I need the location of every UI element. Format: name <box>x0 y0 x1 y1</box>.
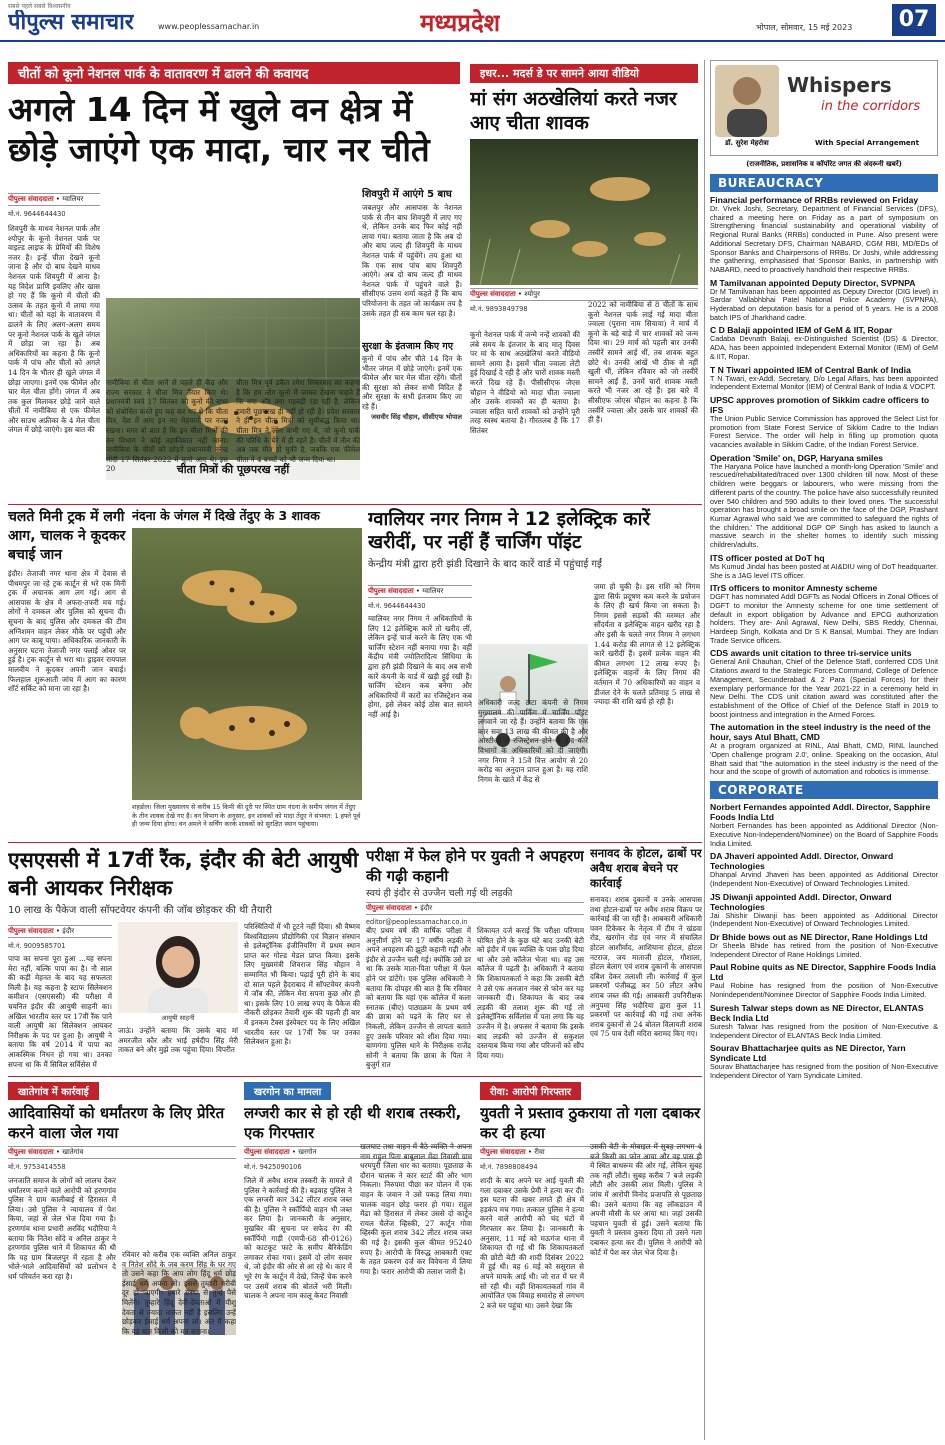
bottom-2-col1: जिले में अवैध शराब तस्करी के मामले में पुलिस ने कार्रवाई की है। बड़वाह पुलिस ने एक लग्जरी कार 342 लीटर शराब जब्त की है। पुलिस ने स्कॉर्पियो वाहन भी जब्त कर लिया है। जानकारी के अनुसार, मुखबिर की सूचना पर सफेद रंग की स्कॉर्पियो गाड़ी (एमपी-68 सी-0126) को काटकूट फाटे के समीप बैरिकेडिंग लगाकर रोका गया। इसमें दो लोग सवार थे, जो इंदौर की ओर से आ रहे थे। कार में भूरे रंग के कार्टून में देखे, जिन्हें चेक करने पर उसमें शराब की बोतलें भरी मिलीं। चालक ने अपना नाम कालू केवट निवासी <box>244 1176 352 1301</box>
bottom-3-byline: पीपुल्स संवाददाता • रीवा <box>480 1146 702 1159</box>
column-item-text: Dhanpal Arvind Jhaveri has been appointed as Additional Director (Independent Non-Executive) of Onward Technologies Limited. <box>710 870 938 888</box>
whispers-column <box>710 60 938 1440</box>
column-divider <box>704 60 705 1440</box>
kidnap-byline: पीपुल्स संवाददाता • इंदौर <box>366 902 584 915</box>
ev-story <box>368 508 700 838</box>
bottom-1-kicker: खातेगांव में कार्रवाई <box>8 1082 99 1100</box>
whispers-body <box>710 174 938 1440</box>
bottom-1-col2: रविवार को करीब एक व्यक्ति अनिल ठाकुर व नितेश सोंदे के जब करण सिंह के घर गए तो उसने कहा कि आप लोग हिंदू धर्म छोड़ ईसाई धर्म अपना लो। इससे तुम्हारी गरीबी दूर हो जाएगी। हमारे संस्था से तुम्हें पैसे मिलेंगे। तुम्हारे हिंदू देवी-देवताओं में यीशु देवता से ज्यादा ताकत नहीं है इसलिए उन्हें छोड़कर ईसाई धर्म अपना लो। अंत में कहा कि यह बात किसी को मत बताना। <box>122 1250 236 1336</box>
website: www.peoplessamachar.in <box>158 22 260 31</box>
column-item-headline: T N Tiwari appointed IEM of Central Bank of India <box>710 364 911 375</box>
kidnap-story <box>366 846 584 1072</box>
bottom-2-kicker: खरगोन का मामला <box>244 1082 331 1100</box>
ssc-phone: मो.नं. 9009585701 <box>8 942 66 950</box>
bottom-1-byline: पीपुल्स संवाददाता • खातेगांव <box>8 1146 236 1159</box>
column-item-headline: Sourav Bhattacharjee quits as NE Director, Yarn Syndicate Ltd <box>710 1043 906 1064</box>
column-item-headline: M Tamilvanan appointed Deputy Director, SVPNPA <box>710 277 916 288</box>
lead-headline-1: अगले 14 दिन में खुले वन क्षेत्र में <box>8 90 413 129</box>
column-item-headline: Suresh Talwar steps down as NE Director, ELANTAS Beck India Ltd <box>710 1002 924 1023</box>
hotel-text: सनावद। शराब दुकानों व उनके आसपास तथा होटल-ढाबों पर अवैध शराब विक्रय पर कार्रवाई की जा रही है। आबकारी अधिकारी पवन टिकेकर के नेतृत्व में टीम ने खंडवा रोड, खरगोन रोड एवं नगर में संचालित होटल आशीर्वाद, आशियाना होटल, होटल नटराज, जय माताजी होटल, गौशाला, होटल बेलाग एवं शराब दुकानों के आसपास दबिश देकर तलाशी ली। कार्रवाई में कुल प्रकरणों पंजीबद्ध कर 50 लीटर अवैध शराब जब्त की गई। आबकारी उपनिरीक्षक अनुपमा सिंह भदौरिया द्वारा कुल 11 प्रकरणों पर कार्रवाई की गई तथा अनेक शराब दुकानों से 24 बोतल विलायती शराब एवं 75 पाव देशी मदिरा बरामद किए गए। <box>590 895 702 1039</box>
ssc-photo <box>118 922 238 1022</box>
lead-byline: पीपुल्स संवाददाता • ग्वालियर <box>8 193 100 206</box>
column-item-text: Suresh Talwar has resigned from the position of Non-Executive & Independent Director of ELANTAS Beck India Limited. <box>710 1021 938 1040</box>
ev-subhead: केन्द्रीय मंत्री द्वारा हरी झंडी दिखाने के बाद कारें वार्ड में पहुंचाई गईं <box>368 559 602 570</box>
cub-col1: कूनो नेशनल पार्क में जन्मे नन्हें शावकों की लंबे समय के इंतजार के बाद मातृ दिवस पर मां के साथ अठखेलियां करते वीडियो सामने आया है। इसमें चीता ज्वाला लेटी हुई दिखाई दे रही है और चारों शावक मस्ती करते दिख रहे हैं। पीसीसीएफ जेएस चौहान ने वीडियो को मादा चीता ज्वाला और उसके शावकों का ही बताया है। ज्वाला सहित चारों शावकों को उन्होंने पूरी तरह स्वस्थ बताया है। गौरतलब है कि 17 सितंबर <box>470 330 580 435</box>
lead-col2: नामीबिया से चीता आने से पहले ही केंद्र और राज्य सरकार ने चीता मित्र तैयार किए थे। प्रधानमंत्री स्वयं 17 सितंबर को कूनो की सभा को संबोधित करते हुए कह कर गए थे कि चीता मित्र, देश में आए इन नए मेहमानों पर नजर रखना। मगर वो बात है कि इन चीता मित्रों की वन विभाग ने कोई तहकीकात नहीं जाना। नामीबिया के चीतों को छोड़ने प्रधानमंत्री नरेन्द्र मोदी 17 सितंबर 2022 में कूनो आए थे। इस 20 <box>106 378 228 474</box>
dateline: भोपाल, सोमवार, 15 मई 2023 <box>756 23 853 32</box>
corridors-label: in the corridors <box>821 99 921 114</box>
leopard-story <box>132 508 362 838</box>
bottom-story-3 <box>480 1080 702 1440</box>
column-item-text: Paul Robine has resigned from the position of Non-Executive Nonindependent/Nominee Director of Sapphire Foods India Limited. <box>710 981 938 1000</box>
ssc-col3: जाऊं। उन्होंने बताया कि उसके बाद मां अमरजीत कौर और भाई हर्षदीप सिंह मेरी ताकत बने और मुझे तक पहुंचा दिया। विपरीत <box>118 1026 238 1055</box>
author-name: डॉ. सुरेश मेहरोत्रा <box>725 139 769 147</box>
truck-text: इंदौर। तेजाजी नगर थाना क्षेत्र में देवास से पीथमपुर जा रहे ट्रक कार्टून से भरे एक मिनी ट्रक में अचानक आग लग गई। आग से आसपास के क्षेत्र में अफरा-तफरी मच गई। लोगों ने दमकल और पुलिस को सूचना दी। सूचना के बाद पुलिस और दमकल की टीम अग्निशमन वाहन लेकर मौके पर पहुंची और आग पर काबू पाया। अधिकारिक जानकारी के अनुसार घटना तेजाजी नगर फ्लाई ओवर पर हुई है। ट्रक कार्टून से भरा था। ड्राइवर रायपाल मालवीय ने कूदकर अपनी जान बचाई। फिलहाल शुरूआती जांच में आग का कारण शॉर्ट सर्किट को माना जा रहा है। <box>8 569 126 694</box>
column-item-text: Dr Sheela Bhide has retired from the position of Non-Executive Independent Director of Rane Holdings Limited. <box>710 941 938 959</box>
cub-kicker: इधर... मदर्स डे पर सामने आया वीडियो <box>470 64 698 83</box>
lead-phone: मो.नं. 9644644430 <box>8 210 66 218</box>
column-item-text: The Union Public Service Commission has approved the Select List for promotion from State Forest Service of Sikkim Cadre to the Indian Forest Service. The order will help in filling up promotion quota vacancies available in Sikkim Cadre, of the Indian Forest Service. <box>710 413 938 450</box>
cub-byline: पीपुल्स संवाददाता • श्योपुर <box>470 288 698 301</box>
bottom-2-headline: लग्जरी कार से हो रही थी शराब तस्करी, एक गिरफ्तार <box>244 1104 462 1142</box>
cub-phone: मो.नं. 9893849798 <box>470 305 528 313</box>
lead-kicker: चीतों को कूनो नेशनल पार्क के वातावरण में ढालने की कवायद <box>8 62 460 84</box>
ev-col3: जमा हो चुकी है। इस राशि को निगम द्वारा सिर्फ प्रदूषण कम करने के प्रयोजन के लिए ही खर्च किया जा सकता है। निगम इससे सड़कों की मरम्मत और सौंदर्यता व इलेक्ट्रिक वाहन खरीद रहा है और इसी के चलते नगर निगम ने लगभग 1.44 करोड़ की लागत से 12 इलेक्ट्रिक कारें खरीदीं हैं। इसमें प्रत्येक वाहन की कीमत लगभग 12 लाख रुपए है। इलेक्ट्रिक वाहनों के लिए निगम की वर्तमान में 70 अधिकारियों का वाहन व डीजल देने के चलते प्रतिमाह 5 लाख से ज्यादा की राशि खर्च हो रही है। <box>594 582 700 707</box>
ev-headline: ग्वालियर नगर निगम ने 12 इलेक्ट्रिक कारें खरीदीं, पर नहीं हैं चार्जिंग पॉइंट <box>368 509 650 553</box>
column-item-text: At a program organized at RINL, Atal Bhatt, CMD, RINL launched 'Open challenge program 2.0', online. Speaking on the occasion, Atul Bhatt said that "the automation in the steel industry is the need of the hour and the scope of growth of automation and robotics is immense. <box>710 741 938 777</box>
ssc-story <box>8 846 360 1072</box>
ssc-byline: पीपुल्स संवाददाता • इंदौर <box>8 925 112 938</box>
column-item-headline: ITrS officers to monitor Amnesty scheme <box>710 583 878 594</box>
column-item-text: The Haryana Police have launched a month-long Operation 'Smile' and rescued/rehabilitated/traced over 1300 children till now. Most of these children were beggars or labourers, who were missing from the different parts of the country. The police have also successfully reunited over 540 children and 590 adults to their loved ones. The successful operation has brought a broad smile on the face of the DGP, Prashant Kumar Agrawal who said 'we are committed to safeguard the rights of the children.' The additional DGP OP Singh has asked to launch a massive search in the shelter homes to identify such missing children/adults. <box>710 461 938 550</box>
section-rule-3 <box>8 1076 702 1077</box>
masthead <box>0 0 945 44</box>
bottom-2-byline: पीपुल्स संवाददाता • खरगोन <box>244 1146 472 1159</box>
column-item-text: General Anil Chauhan, Chief of the Defence Staff, conferred CDS Unit Citations award to the Strategic Forces Command, College of Defence Management, Secunderabad & 2 Para (Special Forces) for their exemplary performance for the Year 2021-22 in a ceremony held in New Delhi. The CDS unit citation award was constituted after the establishment of the Office of Chief of the Defence Staff in 2019 to boost jointness and integration in the Armed Forces. <box>710 657 938 719</box>
lead-col3: चीता मित्र पूर्व डकैत रमेश सिकरवार का कहना है कि हम लोग कूनो में जाकर देखना चाहते हैं कि क्या और क्या गड़बड़ी रहा रही है, लेकिन हमारी पूछपरख ही नहीं हो रही है। प्रदेश सरकार ने ही इन चीता मित्रों को सूचीबद्ध किया था। चीता मित्र ने लोग कभी गए थे, जो कूनो पार्क की परिधि के घेरे में ही रहते हैं। चीतों में तीन की अब तक मौत हो चुकी है, जबकि एक फीमेल चीता ने 4 बच्चों को भी जन्म दिया था। <box>236 378 360 464</box>
bottom-2-phone: मो.नं. 9425090106 <box>244 1163 302 1171</box>
section-rule-2 <box>8 842 702 843</box>
hotel-headline: सनावद के होटल, ढाबों पर अवैध शराब बेचने पर कार्रवाई <box>590 846 702 890</box>
bottom-story-2 <box>244 1080 472 1440</box>
column-item-headline: Dr Bhide bows out as NE Director, Rane Holdings Ltd <box>710 932 928 943</box>
cub-story <box>470 62 698 502</box>
lead-headline-2: छोड़े जाएंगे एक मादा, चार नर चीते <box>8 130 430 169</box>
leopard-caption: शहडोल। जिला मुख्यालय से करीब 15 किमी की दूरी पर स्थित ग्राम नंदना के समीप जंगल में तेंदुए के तीन शावक देखे गए हैं। वन विभाग के अनुसार, इन शावकों को मादा तेंदुए ने संभवत: 1 हफ्ते पूर्व ही जन्म दिया होगा। वन अमले ने सर्चिंग करके शावकों को सुरक्षित स्थान पहुंचाया। <box>132 803 361 828</box>
column-item-text: DGFT has nominated Addl DGFTs as Nodal Officers in Zonal Offices of DGFT to monitor the Amnesty scheme for one time settlement of default in export obligation by Advance and EPCG authorization holders. They are- Anil Agrawal, New Delhi, SBS Reddy, Chennai, Hardeep Singh, Kolkata and Dr S K Bansal, Mumbai. They are Indian Trade Service officers. <box>710 592 938 645</box>
column-item-headline: DA Jhaveri appointed Addl. Director, Onward Technologies <box>710 851 894 872</box>
column-item-headline: JS Diwanji appointed Addl. Director, Onward Technologies <box>710 891 892 912</box>
leopard-headline: नंदना के जंगल में दिखे तेंदुए के 3 शावक <box>132 508 320 523</box>
security-head: सुरक्षा के इंतजाम किए गए <box>362 341 453 352</box>
kidnap-col2: शिकायत दर्ज कराई कि परीक्षा परिणाम घोषित होने के कुछ घंटे बाद उनकी बेटी को इंदौर में एक व्यक्ति के पास छोड़ दिया था और उसे कॉलेज भेजा था। वह उस कॉलेज में पढ़ती है। अधिकारी ने बताया कि शिकायतकर्ता ने कहा कि उसकी बेटी ने उसे एक अनजान नंबर से फोन कर यह जानकारी दी। शिकायत के बाद जब लड़की की तलाश शुरू की गई तो इलेक्ट्रॉनिक सर्विलांस में पता लगा कि वह उज्जैन में है। अफसर ने बताया कि इसके बाद लड़की को उज्जैन से सकुशल दस्तयाब किया गया और परिजनों को सौंप दिया गया। <box>477 926 584 1060</box>
tagline: सबसे पहले सबसे विश्वसनीय <box>8 3 71 10</box>
page-number: 07 <box>892 4 936 36</box>
column-item-text: Jai Shishir Diwanji has been appointed as Additional Director (Independent Non-Executive) of Onward Technologies Limited. <box>710 910 938 929</box>
bottom-1-phone: मो.नं. 9753414558 <box>8 1163 66 1171</box>
bottom-1-headline: आदिवासियों को धर्मांतरण के लिए प्रेरित करने वाला जेल गया <box>8 1104 225 1142</box>
kidnap-email: editor@peoplessamachar.co.in <box>366 918 468 926</box>
ev-col2: अधिकारी जल्द टाटा कंपनी से निगम मुख्यालय की पार्किंग में चार्जिंग पॉइंट लगवाने जा रहे हैं। उन्होंने बताया कि एक कार सवा 13 लाख की कीमत की है और आरटीओ से रजिस्ट्रेशन होने के बाद कारें विभागों के अधिकारियों को दी जाएंगी। नगर निगम ने 15वें वित्त आयोग से 20 करोड़ का अनुदान प्राप्त हुआ है। यह राशि निगम के खाते में केंद्र से <box>478 698 588 784</box>
leopard-photo <box>132 528 362 800</box>
lead-sidebar <box>362 186 462 502</box>
security-text: कूनो में पांच और चीते 14 दिन के भीतर जंगल में छोड़े जाएंगे। इनमें एक फीमेल और चार मेल चीता रहेंगे। चीतों की सुरक्षा को लेकर सभी विदित हैं और सुरक्षा के सभी इंतजाम किए जा रहे हैं। <box>362 354 462 411</box>
lead-photo-caption: चीता मित्रों की पूछपरख नहीं <box>106 460 360 480</box>
author-photo <box>715 65 779 137</box>
whispers-banner <box>710 60 938 156</box>
bottom-story-1 <box>8 1080 236 1440</box>
column-item-headline: The automation in the steel industry is the need of the hour, says Atul Bhatt, CMD <box>710 722 931 743</box>
bottom-1-col1: जनजाति समाज के लोगों को लालच देकर धर्मांतरण कराने वाले आरोपी को हरणगांव पुलिस ने ग्राम कालीबाई से हिरासत में लिया। उसे पुलिस ने न्यायालय में पेश किया, जहां से जेल भेज दिया गया है। हरणगांव थाना प्रभारी अरविंद भदौरिया ने बताया कि नितेश सोंदे व अनिल ठाकुर ने हरणगांव पुलिस थाने में शिकायत की थी कि यह ग्राम बिजलपुर में रहता है और भोले-भाले आदिवासियों को प्रलोभन दे धर्म परिवर्तन करा रहा है। <box>8 1176 116 1281</box>
bottom-3-headline: युवती ने प्रस्ताव ठुकराया तो गला दबाकर कर दी हत्या <box>480 1104 701 1142</box>
leopard-photo-art <box>132 528 362 800</box>
column-item-headline: UPSC approves promotion of Sikkim cadre officers to IFS <box>710 394 930 415</box>
column-item-headline: C D Balaji appointed IEM of GeM & IIT, Ropar <box>710 325 893 336</box>
kidnap-subhead: स्वयं ही इंदौर से उज्जैन चली गई थी लड़की <box>366 888 513 899</box>
ev-col1: ग्वालियर नगर निगम ने अधिकारियों के लिए 12 इलेक्ट्रिक कारें तो खरीद लीं, लेकिन इन्हें चार्ज करने के लिए एक भी चार्जिंग स्टेशन नहीं बनाया गया है। वहीं केंद्रीय मंत्री ज्योतिरादित्य सिंधिया के द्वारा हरी झंडी दिखाने के बाद अब सभी कारें कंपनी के यार्ड में खड़ी हुई रखी हैं। चार्जिंग स्टेशन कब बनेगा और अधिकारियों में कारों का रजिस्ट्रेशन कब होगा, इसे लेकर कोई ठोस बात सामने नहीं आई है। <box>368 614 472 719</box>
truck-story <box>8 508 126 838</box>
column-item-headline: CDS awards unit citation to three tri-service units <box>710 648 912 659</box>
cub-photo <box>470 139 698 285</box>
ssc-headline: एसएससी में 17वीं रैंक, इंदौर की बेटी आयुषी बनी आयकर निरीक्षक <box>8 848 359 900</box>
column-item-text: T N Tiwari, ex-Addl. Secretary, D/o Legal Affairs, has been appointed Independent External Monitor (IEM) of Central Bank of India & VOCPT. <box>710 373 938 392</box>
tiger-text: जबलपुर और आसपास के नेशनल पार्क से तीन बाघ शिवपुरी में लाए गए थे, लेकिन उनके बाद फिर कोई नहीं लाया गया। बताया जाता है कि अब दो और बाघ जल्द ही शिवपुरी के माधव नेशनल पार्क में पहुंचेंगे। तय हुआ था कि एक साथ पांच बाघ शिवपुरी आएंगे। अब दो बाघ जल्द ही माधव नेशनल पार्क में पहुंचने वाले हैं। सीसीएफ उत्तम शर्मा कहते हैं कि बाघ परियोजना के तहत जो कार्यक्रम तय है उसके तहत ही सब काम चल रहा है। <box>362 203 462 318</box>
section-rule <box>8 504 702 505</box>
column-item-text: Norbert Fernandes has been appointed as Additional Director (Non-Executive Non-Independent/Nominee) on the Board of Sapphire Foods India Limited. <box>710 821 938 848</box>
cub-headline: मां संग अठखेलियां करते नजर आए चीता शावक <box>470 88 677 134</box>
ev-byline: पीपुल्स संवाददाता • ग्वालियर <box>368 585 472 598</box>
masthead-rule <box>0 40 945 42</box>
truck-headline: चलते मिनी ट्रक में लगी आग, चालक ने कूदकर बचाई जान <box>8 509 126 563</box>
ssc-col2: परिस्थितियों में भी टूटने नहीं दिया। श्री वैष्णव विश्वविद्यालय प्रौद्योगिकी एवं विज्ञान संस्थान से इलेक्ट्रॉनिक इंजीनियरिंग में प्रथम स्थान प्राप्त कर गोल्ड मेडल प्राप्त किया। इसके लिए मुख्यमंत्री शिवराज सिंह चौहान ने सम्मानित भी किया। पढ़ाई पूरी होने के बाद दो साल पहले हैदराबाद में सॉफ्टवेयर कंपनी में जॉब की, लेकिन मेरा सपना कुछ और ही था। इसके लिए 10 लाख रुपए के पैकेज की नौकरी छोड़कर तैयारी शुरू की पहली ही बार में इनकम टैक्स इंस्पेक्टर पद के लिए अखिल भारतीय स्तर पर 17वीं रैंक पर उनका सिलेक्शन हुआ है। <box>244 922 360 1047</box>
column-item-headline: Operation 'Smile' on, DGP, Haryana smiles <box>710 452 883 463</box>
bottom-3-kicker: रीवा: आरोपी गिरफ्तार <box>480 1082 581 1100</box>
column-item-headline: Norbert Fernandes appointed Addl. Director, Sapphire Foods India Ltd <box>710 802 931 823</box>
column-note: (राजनीतिक, प्रशासनिक व कॉर्पोरेट जगत की अंदरूनी खबरें) <box>746 160 902 168</box>
column-item-headline: Paul Robine quits as NE Director, Sapphire Foods India Ltd <box>710 962 936 983</box>
tiger-head: शिवपुरी में आएंगे 5 बाघ <box>362 189 452 200</box>
kidnap-col1: बीए प्रथम वर्ष की वार्षिक परीक्षा में अनुत्तीर्ण होने पर 17 वर्षीय लड़की ने अपने अपहरण की झूठी कहानी गढ़ी और इंदौर से उज्जैन चली गई। क्योंकि उसे डर था कि उसके माता-पिता परीक्षा में फेल होने पर डांटेंगे। एक पुलिस अधिकारी ने बताया कि दोपहर की बात है कि रविवार को बताया कि यहां एक कॉलेज में कला स्नातक (बीए) पाठ्यक्रम के प्रथम वर्ष की छात्रा को पढ़ने के लिए घर से निकली, लेकिन उज्जैन से लापता बताते हुए उसके परिवार को शीश दिया गया। बाणगंगा पुलिस थाने के निरीक्षक राजेंद्र सोनी ने बताया कि छात्रा के पिता ने बुजुर्ग रात <box>366 926 471 1070</box>
column-item-text: Cadaba Devnath Balaji, ex-Distinguished Scientist (DS) & Director, ADA, has been appointed Independent External Monitor (IEM) of GeM & IIT, Ropar. <box>710 334 938 361</box>
bottom-3-col2: उसकी बेटी के मोबाइल में सुबह लगभग 4 बजे किसी का फोन आया और वह पास ही में स्थित बाथरूम की ओर गई, लेकिन सुबह तक नहीं लौटी। सुबह करीब 7 बजे लड़की लौटी और उसकी लाश मिली। पुलिस ने जांच में आरोपी विनोद प्रजापति से पूछताछ की। उसने बताया कि वह लॉकडाउन में अपनी मौसी के घर आया था। जहां उसकी पहचान युवती से हुई। उसने बताया कि युवती ने प्रस्ताव ठुकरा दिया तो उसने गला दबाकर हत्या कर दी। पुलिस ने आरोपी को कोर्ट में पेश कर जेल भेज दिया है। <box>590 1142 702 1257</box>
author-avatar-icon <box>715 65 779 137</box>
hotel-story <box>590 846 702 1072</box>
section-title: मध्यप्रदेश <box>420 9 501 37</box>
bottom-3-col1: शादी के बाद अपने घर आई युवती की गला दबाकर उसके प्रेमी ने हत्या कर दी। इस घटना की खबर लगते ही क्षेत्र में हड़कंप मच गया। तत्काल पुलिस ने हत्या करने वाले आरोपी को चंद घंटों में गिरफ्तार कर लिया है। जानकारी के अनुसार, 11 मई को मऊगंज थाना में शिकायत दी गई थी कि शिकायतकर्ता की छोटी बेटी की शादी दिसंबर 2022 में हुई थी। वह 6 मई को ससुराल से अपने मायके आई थी। जो रात में घर में सो रही थी। वहीं शिकायतकर्ता गांव में आयोजित एक विवाह समारोह से लगभग 2 बजे घर पहुंचा था। उसने देखा कि <box>480 1176 584 1310</box>
column-item-headline: Financial performance of RRBs reviewed on Friday <box>710 195 919 205</box>
whispers-label: Whispers <box>787 73 892 97</box>
cub-photo-art <box>470 139 698 285</box>
column-item-text: Ms Kumud Jindal has been posted at AI&DIU wing of DoT headquarter. She is a JAG level ITS officer. <box>710 561 938 580</box>
paper-name: पीपुल्स समाचार <box>8 10 134 35</box>
column-item-text: Sourav Bhattacharjee has resigned from the position of Non-Executive Independent Director of Yarn Syndicate Limited. <box>710 1062 938 1080</box>
arrangement: With Special Arrangement <box>815 139 919 147</box>
security-sign: जसवीर सिंह चौहान, सीसीएफ भोपाल <box>371 413 462 421</box>
column-item-text: Dr. Vivek Joshi, Secretary, Department of Financial Services (DFS), chaired a meeting here on Friday as a part of symposium on Strengthening financial sustainability and operational viability of Regional Rural Banks (RRBs) conducted in Pune. Also present were Additional Secretary DFS, Chairman NABARD, CGM RBI, MD/EDs of Sponsor Banks and Chairpersons of RRBs. Dr Joshi, while addressing the gathering, emphasised that Sponsor Banks, in partnership with NABARD, need to proactively handhold their respective RRBs. <box>710 204 938 274</box>
ssc-col1: पापा का सपना पूरा हुआ ...यह सपना मेरा नहीं, बल्कि पापा का है। नौ साल की कड़ी मेहनत के बाद यह सफलता मिली है। यह कहना है स्टाफ सिलेक्शन कमीशन (एसएससी) की परीक्षा में चयनित इंदौर की आयुषी साहनी का। अखिल भारतीय स्तर पर 17वीं रैंक पाने वाली आयुषी का सिलेक्शन आयकर निरीक्षक के पद पर हुआ है। आयुषी ने बताया कि वर्ष 2014 में पापा का आकस्मिक निधन हो गया था। उनका सपना था कि मैं सिविल सर्विसेस में <box>8 954 112 1069</box>
bottom-3-phone: मो.नं. 7898808494 <box>480 1163 538 1171</box>
column-item-headline: ITS officer posted at DoT hq <box>710 552 825 563</box>
column-section-title: BUREAUCRACY <box>710 174 938 192</box>
ssc-photo-caption: आयुषी साहनी <box>118 1013 238 1022</box>
lead-col1: शिवपुरी के माधव नेशनल पार्क और श्योपुर के कूनो नेशनल पार्क पर वाइल्ड लाइफ के प्रेमियों की विशेष नजर है। इन्हें चीता देखने कूनो जाना है और दो बाघ देखने माधव नेशनल पार्क शिवपुरी में आना है। यह विदेश प्राणि इवलिए और खास हो गए हैं कि कूनो में चीतों की उत्सव के तहत कूनो में लाया गया था। चीतों को यहां के वातावरण में ढालने के लिए अलग-अलग समय पर कूनो नेशनल पार्क के खुले जंगल में छोड़ा जा रहा है। अब अधिकारियों का कहना है कि कूनो पार्क में पांच और चीतों को अगले 14 दिन के भीतर ही खुले जंगल में छोड़ा जाएगा। इनमें एक फीमेल और चार मेल चीता होंगे। जंगल में अब तक कुल मिलाकर छोड़े जाने वाले चीतों में नामीबिया से एक फीमेल और साउथ अफ्रीका के 4 मेल चीता जंगल में छोड़े जाएंगे। इस बात की <box>8 224 100 435</box>
ayushi-avatar-icon <box>118 922 238 1022</box>
column-item-text: Dr M Tamilvanan has been appointed as Deputy Director (DIG level) in Sardar Vallabhbhai Patel National Police Academy (SVPNPA), Hyderabad on deputation basis for a period of 5 years. He is a 2008 batch IPS of Jharkhand cadre. <box>710 286 938 322</box>
column-section-title: CORPORATE <box>710 781 938 799</box>
ev-phone: मो.नं. 9644644430 <box>368 602 426 610</box>
bottom-2-col2: खलघाट तथा वाहन में बैठे व्यक्ति ने अपना नाम राहुल पिता बाबूलाल मेंढा निवासी ग्राम धरमपुरी जिला धार का बताया। पूछताछ के दौरान चालक ने कार स्टार्ट की और भाग निकला। निरुपमा पीछा कर पोलन में एक वाहन के जवान ने उसे पकड़ लिया गया। चालक वाहन छोड़ फरार हो गया। राहुल मेंढा को हिरासत में लेकर उससे दो कार्टून रायल चैलेंज व्हिस्की, 27 कार्टून गोवा व्हिस्की कुल शराब 342 लीटर शराब जब्त की गई है। इसकी कुल कीमत 95240 रुपए है। आरोपी के विरुद्ध आबकारी एक्ट के तहत प्रकरण दर्ज कर विवेचना में लिया गया है। फरार आरोपी की तलाश जारी है। <box>360 1142 472 1276</box>
cub-col2: 2022 को नामीबिया से 8 चीतों के साथ कूनो नेशनल पार्क लाई गई मादा चीता ज्वाला (पुराना नाम सियाया) ने मार्च में कूनो के बड़े बाड़े में चार शावकों को जन्म दिया था। 29 मार्च को पहली बार उनकी तस्वीरें सामने आई थीं, तब शावक बहुत छोटे थे। उनकी आंखें भी ठीक से नहीं खुली थीं, लेकिन रविवार को जो तस्वीरें सामने आईं हैं, उनमें चारों शावक मस्ती करते भी नजर आ रहे हैं। इस बारे में सीसीएफ जोएस चौहान का कहना है कि तस्वीरें ज्वाला और उसके चार शावकों की ही हैं। <box>588 300 698 425</box>
kidnap-headline: परीक्षा में फेल होने पर युवती ने अपहरण की गढ़ी कहानी <box>366 847 584 885</box>
ssc-subhead: 10 लाख के पैकेज वाली सॉफ्टवेयर कंपनी की जॉब छोड़कर की थी तैयारी <box>8 905 272 916</box>
